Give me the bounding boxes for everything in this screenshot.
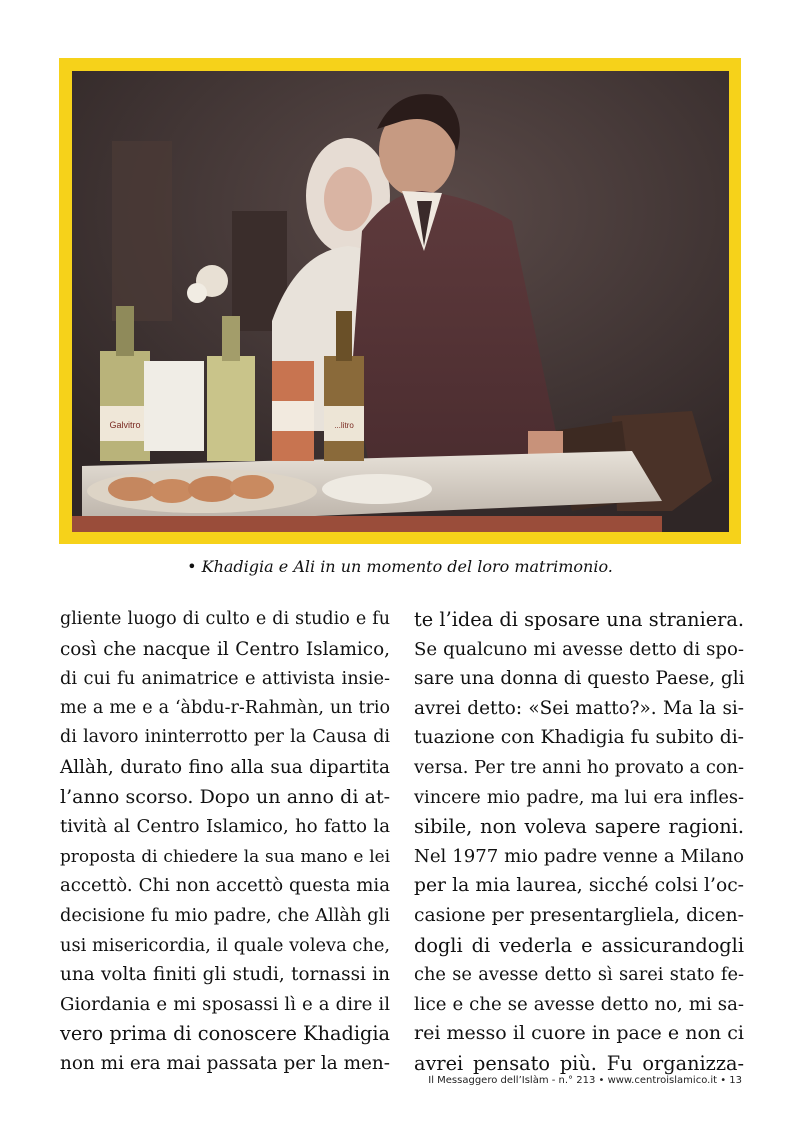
text-line: una volta finiti gli studi, tornassi in xyxy=(60,964,390,986)
text-line: per la mia laurea, sicché colsi l’oc- xyxy=(414,875,744,897)
text-line: sare una donna di questo Paese, gli xyxy=(414,668,745,690)
text-line: decisione fu mio padre, che Allàh gli xyxy=(60,904,390,926)
photo-caption: • Khadigia e Ali in un momento del loro matrimonio. xyxy=(187,557,613,576)
article-column-left xyxy=(60,605,390,1079)
text-line: sibile, non voleva sapere ragioni. xyxy=(414,815,744,839)
text-line: che se avesse detto sì sarei stato fe- xyxy=(414,964,744,986)
text-line: non mi era mai passata per la men- xyxy=(60,1052,390,1074)
text-line: di lavoro ininterrotto per la Causa di xyxy=(60,727,390,748)
wedding-photo xyxy=(72,71,729,532)
text-line: vero prima di conoscere Khadigia xyxy=(60,1022,390,1046)
text-line: di cui fu animatrice e attivista insie- xyxy=(60,668,390,690)
text-line: proposta di chiedere la sua mano e lei xyxy=(60,845,390,866)
text-line: rei messo il cuore in pace e non ci xyxy=(414,1022,744,1045)
bottle-label-1: Galvitro xyxy=(109,420,141,430)
text-line: Se qualcuno mi avesse detto di spo- xyxy=(414,638,744,660)
text-line: l’anno scorso. Dopo un anno di at- xyxy=(60,785,390,808)
text-line: Nel 1977 mio padre venne a Milano xyxy=(414,845,744,867)
text-line: accettò. Chi non accettò questa mia xyxy=(60,875,390,897)
text-line: versa. Per tre anni ho provato a con- xyxy=(414,756,744,778)
photo-frame xyxy=(59,58,741,544)
page-footer: Il Messaggero dell’Islàm - n.° 213 • www.centroislamico.it • 13 xyxy=(428,1075,742,1086)
text-line: avrei detto: «Sei matto?». Ma la si- xyxy=(414,697,744,719)
text-line: me a me e a ‘àbdu-r-Rahmàn, un trio xyxy=(60,697,390,718)
text-line: tuazione con Khadigia fu subito di- xyxy=(414,727,744,749)
text-line: casione per presentargliela, dicen- xyxy=(414,904,744,926)
article-column-right xyxy=(414,605,744,1079)
text-line: tività al Centro Islamico, ho fatto la xyxy=(60,816,390,838)
text-line: dogli di vederla e assicurandogli xyxy=(414,933,744,957)
text-line: avrei pensato più. Fu organizza- xyxy=(414,1051,744,1075)
text-line: Giordania e mi sposassi lì e a dire il xyxy=(60,993,390,1015)
text-line: lice e che se avesse detto no, mi sa- xyxy=(414,993,744,1015)
text-line: Allàh, durato fino alla sua dipartita xyxy=(60,756,390,778)
bottle-label-2: ...litro xyxy=(334,421,354,430)
text-line: vincere mio padre, ma lui era infles- xyxy=(414,786,744,808)
text-line: così che nacque il Centro Islamico, xyxy=(60,638,390,660)
text-line: usi misericordia, il quale voleva che, xyxy=(60,934,390,956)
text-line: te l’idea di sposare una straniera. xyxy=(414,608,744,631)
text-line: gliente luogo di culto e di studio e fu xyxy=(60,609,390,629)
wedding-photo-illustration xyxy=(72,71,729,532)
